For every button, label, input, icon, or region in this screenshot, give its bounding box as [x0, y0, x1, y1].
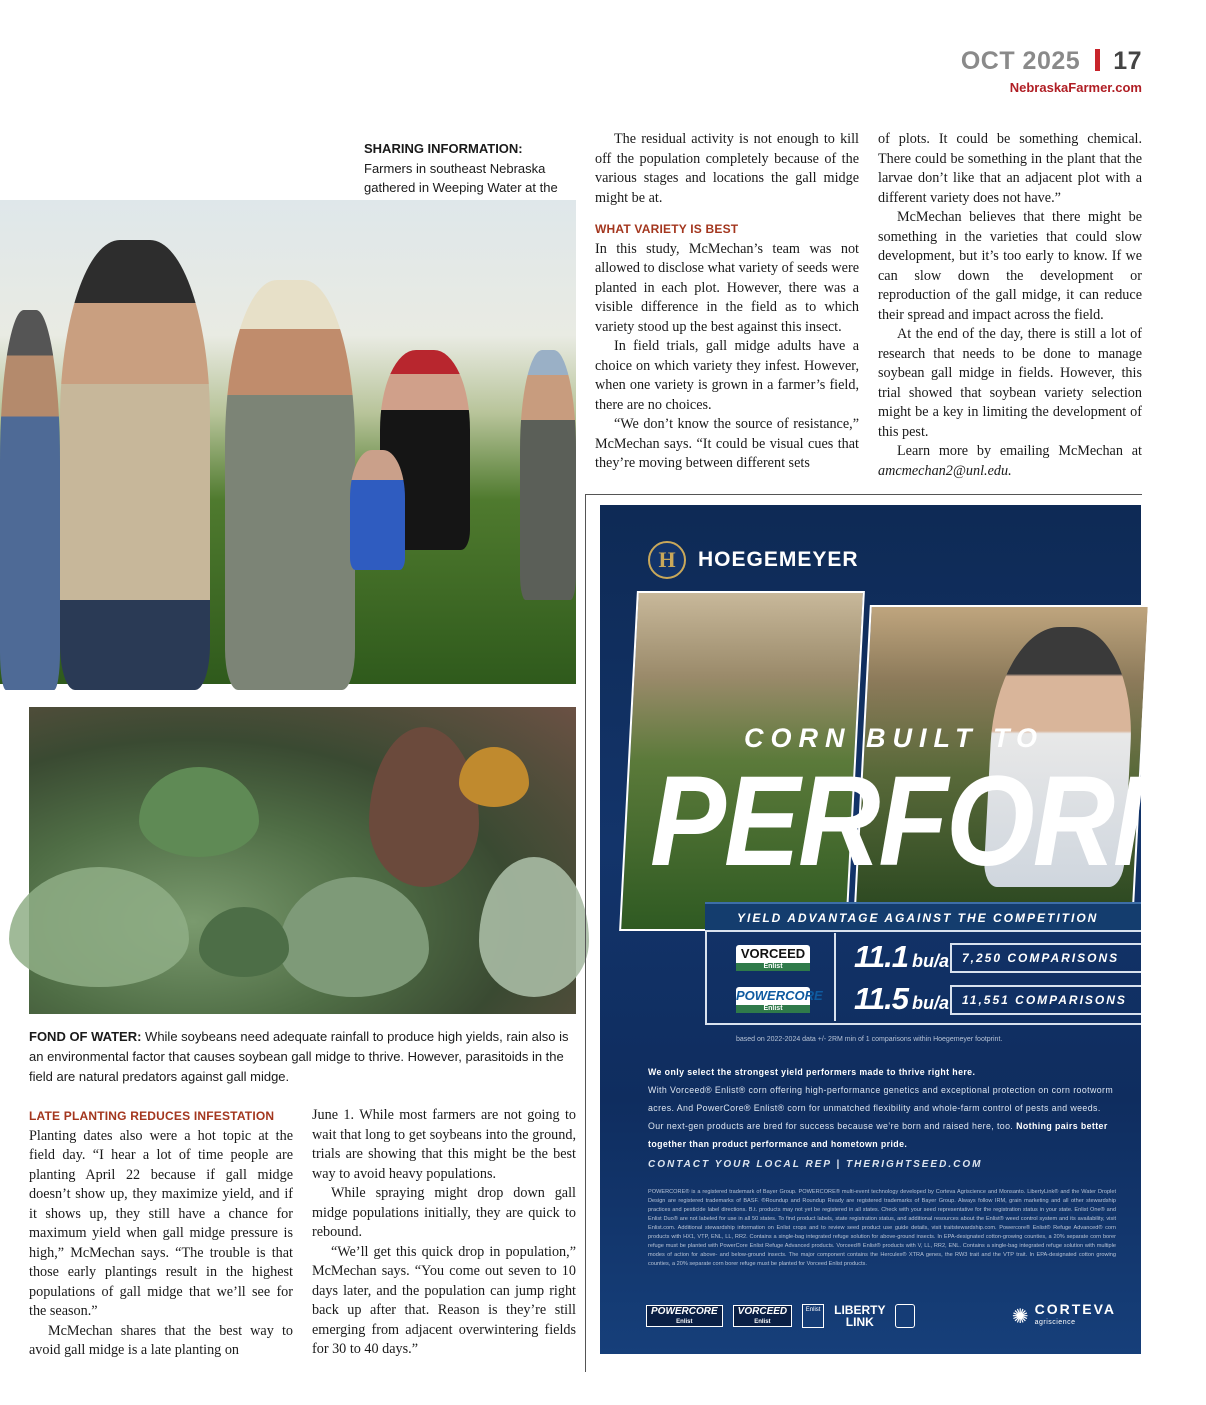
paragraph: In field trials, gall midge adults have a choice on which variety they infest. However, when one variety is grown in a farmer’s field, there are no choices. [595, 338, 859, 413]
product-sub: Enlist [736, 1005, 810, 1013]
logo-sub: Enlist [676, 1319, 693, 1325]
page-header [961, 46, 1142, 95]
comparison-count: 11,551 COMPARISONS [950, 985, 1141, 1015]
paragraph: “We don’t know the source of resistance,” McMechan says. “It could be visual cues that they’re moving between different sets [595, 416, 859, 471]
ad-legal: POWERCORE® is a registered trademark of Bayer Group. POWERCORE® multi-event technology developed by Corteva Agriscience and Monsanto. LibertyLink® and the Water Droplet Design are registered trademarks of BASF. ®Roundup and Roundup Ready are registered trademarks of Bayer Group. Always follow IRM, grain marketing and all other stewardship practices and pesticide label directions. B.t. products may not yet be registered in all states. Check with your seed representative for the registration status in your state. Enlist One® and Enlist Duo® are not labeled for use in all 50 states. To find product labels, state registration status, and additional resources about the Enlist® weed control system and its availability, visit Enlist.com. Additional stewardship information on Enlist crops and to review seed product use guide details, visit traitstewardship.com. Powercore® Enlist® Refuge Advanced® corn products with HX1, VTP, ENL, LL, RR2. Contains a single-bag integrated refuge solution for above-ground insects. In EPA-designated cotton-growing counties, a 20% separate corn borer refuge must be planted with PowerCore Enlist Refuge Advanced products. Vorceed® Enlist® products with V, LL, RR2, ENL. Contains a single-bag integrated refuge solution with multiple modes of action for above- and below-ground insects. The major component contains the Herculex® XTRA genes, the RW3 trait and the VTP trait. In EPA-designated cotton growing counties, a 20% separate corn borer refuge must be planted for Vorceed Enlist products. [648, 1189, 1116, 1267]
site-url[interactable]: NebraskaFarmer.com [1009, 80, 1142, 95]
caption-text: Farmers in southeast Nebraska gathered in Weeping Water at the [364, 160, 558, 195]
soybean-plants-photo [29, 707, 576, 1014]
logo-text: LIBERTY [834, 1303, 886, 1317]
logo-text: CORTEVA [1034, 1301, 1116, 1317]
ad-tagline: CORN BUILT TO [744, 723, 1044, 753]
article-column-1 [29, 1107, 293, 1361]
caption-label: SHARING INFORMATION: [364, 141, 523, 156]
paragraph [878, 442, 1142, 481]
libertylink-logo [834, 1304, 885, 1328]
yield-title: YIELD ADVANTAGE AGAINST THE COMPETITION [737, 911, 1099, 925]
paragraph: of plots. It could be something chemical. There could be something in the plant that the larvae don’t like that an adjacent plot with a different variety does not have.” [878, 131, 1142, 206]
corteva-logo [1012, 1302, 1116, 1330]
yield-number: 11.5 [854, 981, 909, 1016]
ad-body-text: With Vorceed® Enlist® corn offering high-performance genetics and exceptional protection on corn rootworm acres. And PowerCore® Enlist® corn for unmatched flexibility and whole-farm control of pests and weeds. Our next-gen products are bred for success because we’re born and raised here, too. [648, 1085, 1114, 1131]
article-column-2 [312, 1106, 576, 1360]
brand-logo [648, 541, 859, 579]
ad-headline: PERFORM [650, 750, 1206, 893]
yield-title-band [705, 902, 1141, 930]
paragraph: At the end of the day, there is still a lot of research that needs to be done to manage soybean gall midge in fields. However, this trial showed that soybean variety selection might be a key in limiting the development of this pest. [878, 326, 1142, 440]
hoegemeyer-advertisement[interactable] [600, 505, 1206, 1354]
paragraph: Planting dates also were a hot topic at the field day. “I hear a lot of time people are planting April 22 because if gall midge doesn’t show up, they maximize yield, and if it shows up, they still have a chance for maximum yield when gall midge pressure is high,” McMechan says. “The trouble is that those early plantings result in the highest populations of gall midge that we’ll see for the season.” [29, 1127, 293, 1319]
paragraph: June 1. While most farmers are not going to wait that long to get soybeans into the ground, trials are showing that this might be the best way to avoid heavy populations. [312, 1107, 576, 1182]
logo-sub: Enlist [754, 1319, 771, 1325]
page-number: 17 [1113, 47, 1142, 75]
section-heading: WHAT VARIETY IS BEST [595, 222, 739, 236]
corteva-wordmark [1035, 1302, 1116, 1330]
product-sub: Enlist [736, 963, 810, 971]
caption-text: While soybeans need adequate rainfall to produce high yields, rain also is an environmental factor that causes soybean gall midge to thrive. However, parasitoids in the field are natural predators against gall midge. [29, 1029, 569, 1084]
brand-emblem-icon: H [648, 541, 686, 579]
ad-body-lead: We only select the strongest yield performers made to thrive right here. [648, 1067, 976, 1077]
article-column-4 [878, 130, 1142, 481]
issue-date: OCT 2025 [960, 47, 1081, 75]
paragraph: The residual activity is not enough to kill off the population completely because of the various stages and locations the gall midge might be at. [595, 131, 859, 206]
vorceed-logo [733, 1305, 792, 1327]
header-divider [1095, 49, 1100, 71]
paragraph-text: Learn more by emailing McMechan at [897, 443, 1142, 459]
yield-value [854, 981, 949, 1017]
logo-sub: agriscience [1034, 1319, 1076, 1326]
product-name: VORCEED [740, 946, 806, 961]
product-name: POWERCORE [736, 988, 823, 1003]
powercore-logo [646, 1305, 723, 1327]
paragraph: While spraying might drop down gall midge populations initially, they are quick to rebound. [312, 1185, 576, 1240]
ad-footnote: based on 2022-2024 data +/- 2RM min of 1 comparisons within Hoegemeyer footprint. [736, 1036, 1003, 1043]
paragraph: McMechan believes that there might be something in the varieties that could slow development, but it’s too early to know. If we can slow down the development or reproduction of the gall midge, it can reduce their spread and impact across the field. [878, 209, 1142, 323]
comparison-divider [834, 933, 836, 1021]
ad-body-close: Nothing pairs better together than product performance and hometown pride. [648, 1121, 1108, 1149]
corteva-star-icon: ✺ [1011, 1305, 1029, 1328]
field-day-photo [0, 200, 576, 684]
logo-text: VORCEED [737, 1306, 788, 1317]
article-column-3 [595, 130, 859, 474]
powercore-badge [736, 987, 823, 1013]
yield-unit: bu/a [912, 951, 950, 971]
email-link[interactable]: amcmechan2@unl.edu. [878, 462, 1012, 479]
yield-value [854, 939, 949, 975]
paragraph: In this study, McMechan’s team was not allowed to disclose what variety of seeds were planted in each plot. However, there was a visible difference in the field as to which variety stood up the best against this insect. [595, 240, 859, 335]
paragraph: “We’ll get this quick drop in population,” McMechan says. “You come out seven to 10 days later, and the population can jump right back up after that. Reason is they’re still emerging from adjacent overwintering fields for 30 to 40 days.” [312, 1243, 576, 1357]
enlist-logo: Enlist [802, 1304, 824, 1328]
logo-text: LINK [845, 1315, 874, 1329]
ad-body [648, 1063, 1118, 1153]
caption-label: FOND OF WATER: [29, 1029, 142, 1044]
section-heading: LATE PLANTING REDUCES INFESTATION [29, 1109, 275, 1123]
roundup-ready-icon [895, 1304, 915, 1328]
paragraph: McMechan shares that the best way to avoid gall midge is a late planting on [29, 1322, 293, 1358]
ad-logo-row [646, 1299, 1116, 1333]
photo-caption-mid [29, 1027, 574, 1087]
vorceed-badge [736, 945, 810, 971]
brand-name: HOEGEMEYER [698, 548, 859, 571]
yield-unit: bu/a [912, 993, 950, 1013]
comparison-count: 7,250 COMPARISONS [950, 943, 1141, 973]
yield-number: 11.1 [854, 939, 909, 974]
ad-contact[interactable]: CONTACT YOUR LOCAL REP | THERIGHTSEED.COM [648, 1159, 983, 1170]
logo-text: POWERCORE [651, 1306, 718, 1317]
